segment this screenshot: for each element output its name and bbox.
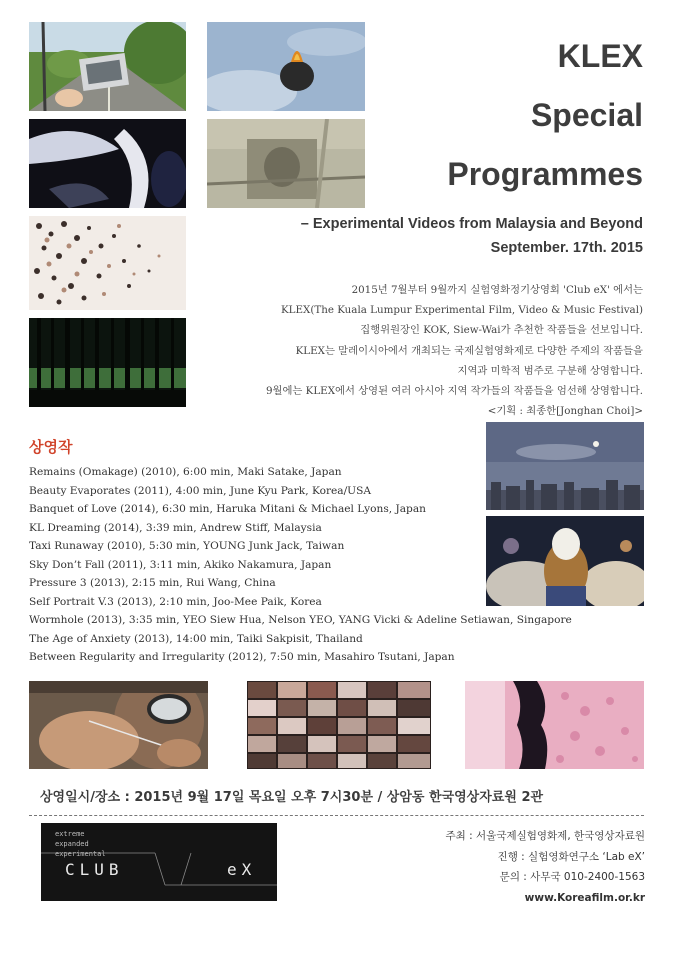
list-item: Banquet of Love (2014), 6:30 min, Haruka Mitani & Michael Lyons, Japan — [29, 503, 426, 515]
film-still-performer — [486, 516, 644, 606]
list-item: Remains (Omakage) (2010), 6:00 min, Maki Satake, Japan — [29, 466, 342, 478]
title-line-programmes: Programmes — [447, 156, 643, 192]
logo-tagline: expanded — [55, 840, 89, 848]
list-item: Wormhole (2013), 3:35 min, YEO Siew Hua, Nelson YEO, YANG Vicki & Adeline Setiawan, Singapore — [29, 614, 572, 626]
list-item: Pressure 3 (2013), 2:15 min, Rui Wang, China — [29, 577, 276, 589]
intro-line: 2015년 7월부터 9월까지 실험영화정기상영회 'Club eX' 에서는 — [351, 284, 643, 296]
film-still-stone-texture — [207, 119, 365, 208]
intro-line: KLEX(The Kuala Lumpur Experimental Film, Video & Music Festival) — [280, 304, 643, 317]
club-ex-logo — [41, 823, 277, 901]
intro-line: 지역과 미학적 범주로 구분해 상영합니다. — [457, 364, 643, 377]
film-still-grid-collage — [247, 681, 431, 769]
list-item: Self Portrait V.3 (2013), 2:10 min, Joo-Mee Paik, Korea — [29, 595, 322, 608]
website-link[interactable]: www.Koreafilm.or.kr — [524, 891, 645, 904]
film-still-forest — [29, 318, 186, 407]
intro-line: KLEX는 말레이시아에서 개최되는 국제실험영화제로 다양한 주제의 작품들을 — [295, 344, 643, 357]
organizer-credits — [446, 826, 645, 908]
credit-line: 주최 : 서울국제실험영화제, 한국영상자료원 — [445, 830, 645, 842]
subtitle: – Experimental Videos from Malaysia and Beyond — [300, 216, 643, 232]
logo-line-art — [41, 823, 277, 901]
film-still-burning-object — [207, 22, 365, 111]
film-still-microscope — [465, 681, 644, 769]
film-still-evening-sky — [486, 422, 644, 510]
logo-tagline: extreme — [55, 830, 85, 838]
divider — [29, 815, 644, 816]
list-item: Between Regularity and Irregularity (2012), 7:50 min, Masahiro Tsutani, Japan — [29, 651, 455, 663]
event-date: September. 17th. 2015 — [490, 240, 643, 256]
film-still-magnifier — [29, 681, 208, 769]
list-item: KL Dreaming (2014), 3:39 min, Andrew Stiff, Malaysia — [29, 521, 322, 534]
curator-credit: <기획 : 최종한[Jonghan Choi]> — [487, 405, 643, 418]
list-item: Beauty Evaporates (2011), 4:00 min, June Kyu Park, Korea/USA — [29, 484, 372, 497]
logo-tagline: experimental — [55, 850, 106, 858]
film-still-particles — [29, 216, 186, 310]
intro-line: 9월에는 KLEX에서 상영된 여러 아시아 지역 작가들의 작품들을 엄선해 상영합니다. — [265, 384, 643, 397]
credit-line: 진행 : 실험영화연구소 ‘Lab eX’ — [497, 850, 645, 863]
intro-line: 집행위원장인 KOK, Siew-Wai가 추천한 작품들을 선보입니다. — [360, 324, 643, 337]
film-still-road-photo — [29, 22, 186, 111]
list-item: Taxi Runaway (2010), 5:30 min, YOUNG Junk Jack, Taiwan — [29, 540, 345, 552]
list-item: Sky Don’t Fall (2011), 3:11 min, Akiko Nakamura, Japan — [29, 558, 332, 571]
title-line-klex: KLEX — [557, 38, 643, 74]
logo-club-text: CLUB — [65, 860, 124, 879]
credit-line: 문의 : 사무국 010-2400-1563 — [499, 871, 645, 883]
film-still-dark-abstract — [29, 119, 186, 208]
programme-heading: 상영작 — [29, 438, 73, 456]
logo-ex-text: eX — [227, 860, 257, 879]
title-line-special: Special — [530, 97, 643, 133]
list-item: The Age of Anxiety (2013), 14:00 min, Taiki Sakpisit, Thailand — [29, 632, 363, 645]
intro-text — [223, 280, 643, 421]
screening-venue-info: 상영일시/장소 : 2015년 9월 17일 목요일 오후 7시30분 / 상암동 한국영상자료원 2관 — [40, 790, 544, 805]
